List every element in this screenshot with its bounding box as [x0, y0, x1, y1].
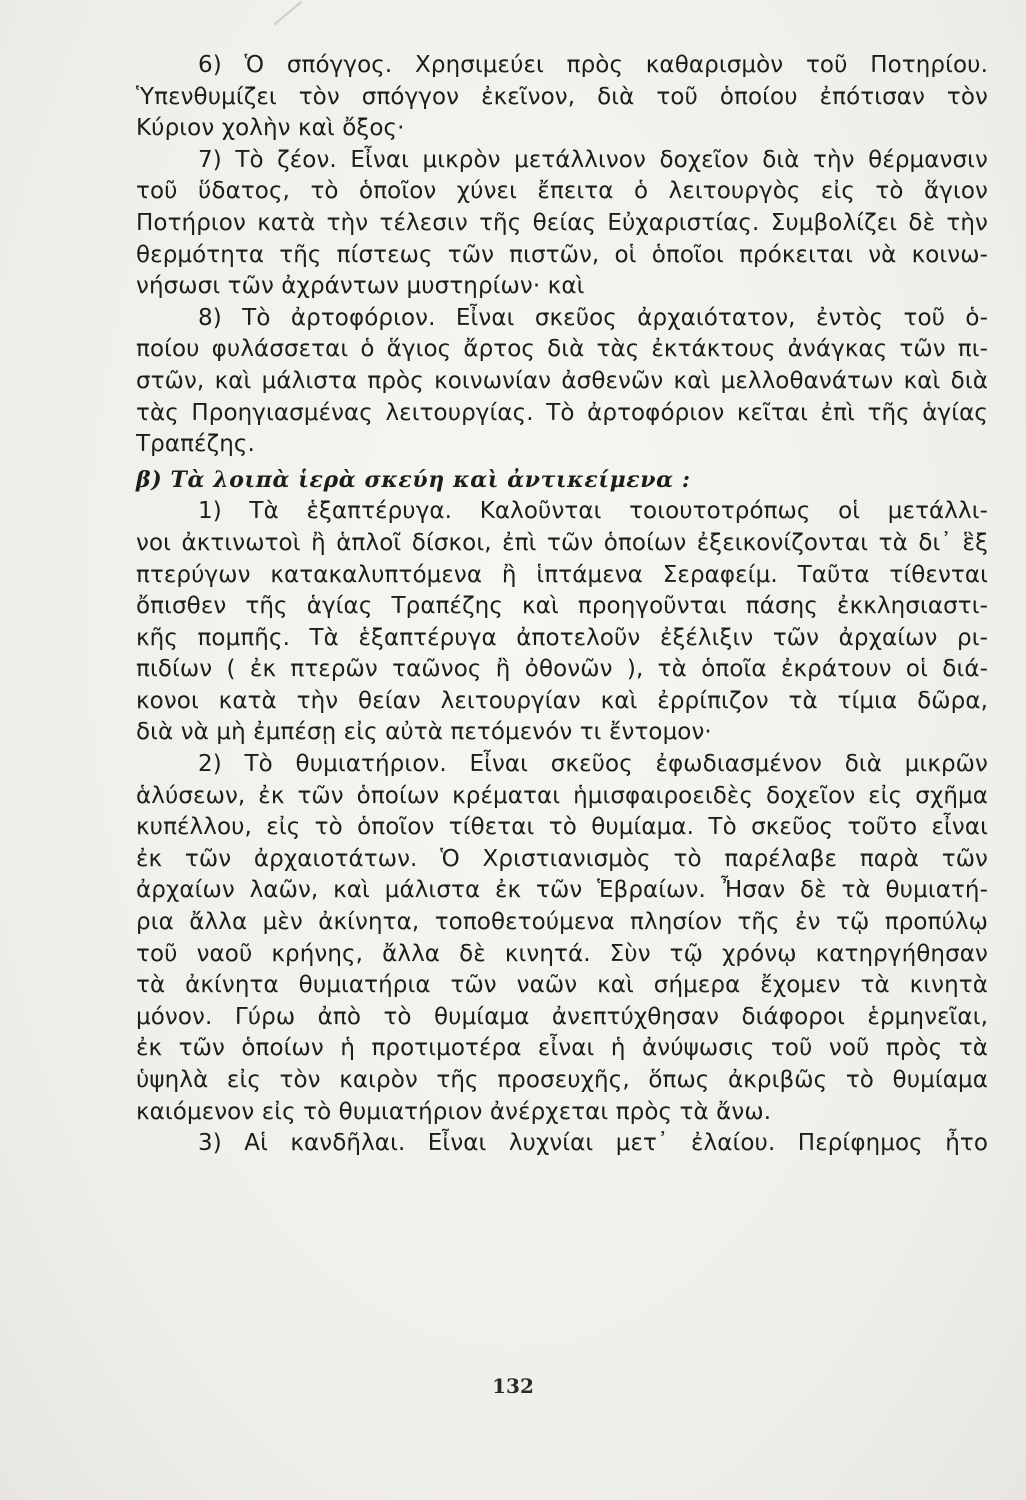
- text-line: κονοι κατὰ τὴν θείαν λειτουργίαν καὶ ἐρρίπιζον τὰ τίμια δῶρα,: [136, 687, 988, 714]
- text-line: Ὑπενθυμίζει τὸν σπόγγον ἐκεῖνον, διὰ τοῦ ὁποίου ἐπότισαν τὸν: [136, 83, 988, 110]
- text-line: τὰς Προηγιασμένας λειτουργίας. Τὸ ἀρτοφόριον κεῖται ἐπὶ τῆς ἁγίας: [136, 399, 988, 426]
- text-line: μόνον. Γύρω ἀπὸ τὸ θυμίαμα ἀνεπτύχθησαν διάφοροι ἑρμηνεῖαι,: [136, 1003, 988, 1030]
- text-line: διὰ νὰ μὴ ἐμπέσῃ εἰς αὐτὰ πετόμενόν τι ἔντομον·: [136, 719, 712, 746]
- text-line: ὑψηλὰ εἰς τὸν καιρὸν τῆς προσευχῆς, ὅπως ἀκριβῶς τὸ θυμίαμα: [136, 1067, 988, 1093]
- text-line: νήσωσι τῶν ἀχράντων μυστηρίων· καὶ: [136, 273, 585, 300]
- text-line: 3) Αἱ κανδῆλαι. Εἶναι λυχνίαι μετ᾽ ἐλαίου. Περίφημος ἦτο: [198, 1130, 988, 1157]
- text-line: καιόμενον εἰς τὸ θυμιατήριον ἀνέρχεται πρὸς τὰ ἄνω.: [136, 1098, 772, 1125]
- text-line: 6) Ὁ σπόγγος. Χρησιμεύει πρὸς καθαρισμὸν τοῦ Ποτηρίου.: [198, 52, 988, 78]
- text-line: θερμότητα τῆς πίστεως τῶν πιστῶν, οἱ ὁποῖοι πρόκειται νὰ κοινω-: [136, 241, 988, 268]
- text-line: νοι ἀκτινωτοὶ ἢ ἁπλοῖ δίσκοι, ἐπὶ τῶν ὁποίων ἐξεικονίζονται τὰ δι᾽ ἓξ: [136, 529, 988, 556]
- text-line: 8) Τὸ ἀρτοφόριον. Εἶναι σκεῦος ἀρχαιότατον, ἐντὸς τοῦ ὁ-: [198, 304, 988, 331]
- body-text: [136, 50, 988, 1160]
- scan-mark: [274, 1, 303, 26]
- text-line: κυπέλλου, εἰς τὸ ὁποῖον τίθεται τὸ θυμίαμα. Τὸ σκεῦος τοῦτο εἶναι: [136, 814, 988, 841]
- text-line: ὄπισθεν τῆς ἁγίας Τραπέζης καὶ προηγοῦνται πάσης ἐκκλησιαστι-: [136, 593, 988, 620]
- text-line: ρια ἄλλα μὲν ἀκίνητα, τοποθετούμενα πλησίον τῆς ἐν τῷ προπύλῳ: [136, 909, 988, 936]
- text-line: πιδίων ( ἐκ πτερῶν ταῶνος ἢ ὀθονῶν ), τὰ ὁποῖα ἐκράτουν οἱ διά-: [136, 656, 988, 683]
- text-line: τοῦ ναοῦ κρήνης, ἄλλα δὲ κινητά. Σὺν τῷ χρόνῳ κατηργήθησαν: [136, 940, 988, 967]
- text-line: Τραπέζης.: [136, 431, 255, 458]
- text-line: ἐκ τῶν ἀρχαιοτάτων. Ὁ Χριστιανισμὸς τὸ παρέλαβε παρὰ τῶν: [136, 845, 988, 872]
- text-line: 2) Τὸ θυμιατήριον. Εἶναι σκεῦος ἐφωδιασμένον διὰ μικρῶν: [198, 751, 988, 778]
- text-line: τὰ ἀκίνητα θυμιατήρια τῶν ναῶν καὶ σήμερα ἔχομεν τὰ κινητὰ: [136, 972, 988, 999]
- text-line: τοῦ ὕδατος, τὸ ὁποῖον χύνει ἔπειτα ὁ λειτουργὸς εἰς τὸ ἅγιον: [136, 178, 988, 205]
- text-line: Ποτήριον κατὰ τὴν τέλεσιν τῆς θείας Εὐχαριστίας. Συμβολίζει δὲ τὴν: [136, 209, 988, 236]
- text-line: ποίου φυλάσσεται ὁ ἅγιος ἄρτος διὰ τὰς ἐκτάκτους ἀνάγκας τῶν πι-: [136, 336, 988, 363]
- text-line: 7) Τὸ ζέον. Εἶναι μικρὸν μετάλλινον δοχεῖον διὰ τὴν θέρμανσιν: [198, 146, 988, 173]
- text-line: κῆς πομπῆς. Τὰ ἑξαπτέρυγα ἀποτελοῦν ἐξέλιξιν τῶν ἀρχαίων ρι-: [136, 624, 988, 651]
- text-line: 1) Τὰ ἑξαπτέρυγα. Καλοῦνται τοιουτοτρόπως οἱ μετάλλι-: [198, 498, 988, 525]
- text-line: Κύριον χολὴν καὶ ὄξος·: [136, 115, 405, 142]
- text-line: ἀρχαίων λαῶν, καὶ μάλιστα ἐκ τῶν Ἑβραίων. Ἦσαν δὲ τὰ θυμιατή-: [136, 877, 988, 904]
- section-heading: β) Τὰ λοιπὰ ἱερὰ σκεύη καὶ ἀντικείμενα :: [136, 466, 691, 493]
- text-line: ἐκ τῶν ὁποίων ἡ προτιμοτέρα εἶναι ἡ ἀνύψωσις τοῦ νοῦ πρὸς τὰ: [136, 1035, 988, 1062]
- text-line: ἁλύσεων, ἐκ τῶν ὁποίων κρέμαται ἡμισφαιροειδὲς δοχεῖον εἰς σχῆμα: [136, 782, 988, 809]
- page-number: 132: [492, 1374, 534, 1398]
- text-line: πτερύγων κατακαλυπτόμενα ἢ ἱπτάμενα Σεραφείμ. Ταῦτα τίθενται: [136, 561, 988, 588]
- text-line: στῶν, καὶ μάλιστα πρὸς κοινωνίαν ἀσθενῶν καὶ μελλοθανάτων καὶ διὰ: [136, 367, 988, 394]
